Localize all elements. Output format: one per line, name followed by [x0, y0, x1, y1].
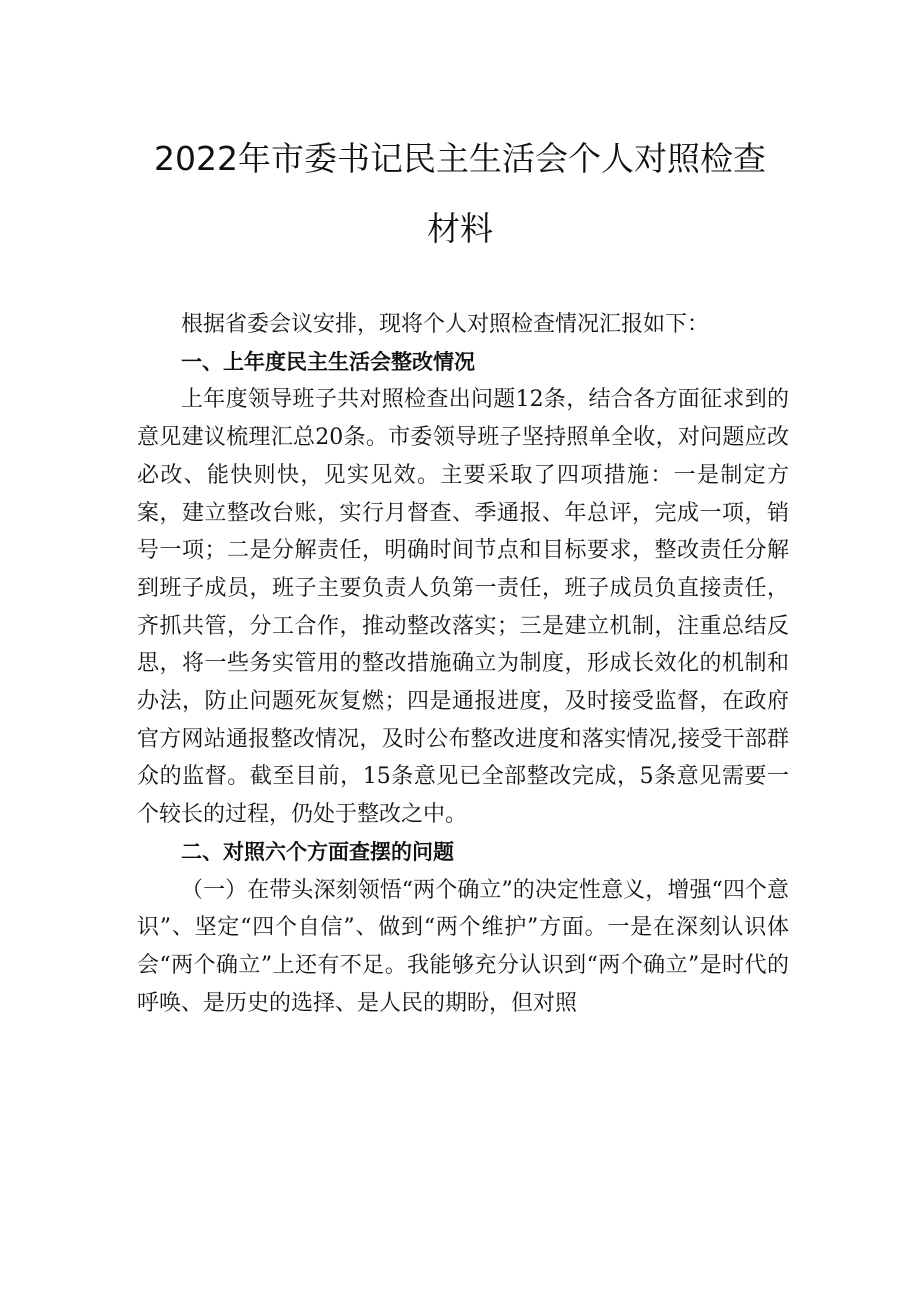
intro-paragraph: 根据省委会议安排，现将个人对照检查情况汇报如下： — [181, 312, 710, 337]
section-1-heading: 一、上年度民主生活会整改情况 — [181, 349, 475, 374]
document-body — [137, 306, 789, 1022]
section-2-paragraph: （一）在带头深刻领悟“两个确立”的决定性意义，增强“四个意识”、坚定“四个自信”、做到“两个维护”方面。一是在深刻认识体会“两个确立”上还有不足。我能够充分认识到“两个确立”是时代的呼唤、是历史的选择、是人民的期盼，但对照 — [137, 877, 789, 1016]
section-1-paragraph: 上年度领导班子共对照检查出问题12条，结合各方面征求到的意见建议梳理汇总20条。市委领导班子坚持照单全收，对问题应改必改、能快则快，见实见效。主要采取了四项措施：一是制定方案，建立整改台账，实行月督查、季通报、年总评，完成一项，销号一项；二是分解责任，明确时间节点和目标要求，整改责任分解到班子成员，班子主要负责人负第一责任，班子成员负直接责任，齐抓共管，分工合作，推动整改落实；三是建立机制，注重总结反思，将一些务实管用的整改措施确立为制度，形成长效化的机制和办法，防止问题死灰复燃；四是通报进度，及时接受监督，在政府官方网站通报整改情况，及时公布整改进度和落实情况,接受干部群众的监督。截至目前，15条意见已全部整改完成，5条意见需要一个较长的过程，仍处于整改之中。 — [137, 387, 789, 828]
document-title-line-1: 2022年市委书记民主生活会个人对照检查 — [154, 139, 766, 178]
section-2-heading: 二、对照六个方面查摆的问题 — [181, 839, 454, 864]
document-title-line-2: 材料 — [427, 209, 493, 248]
